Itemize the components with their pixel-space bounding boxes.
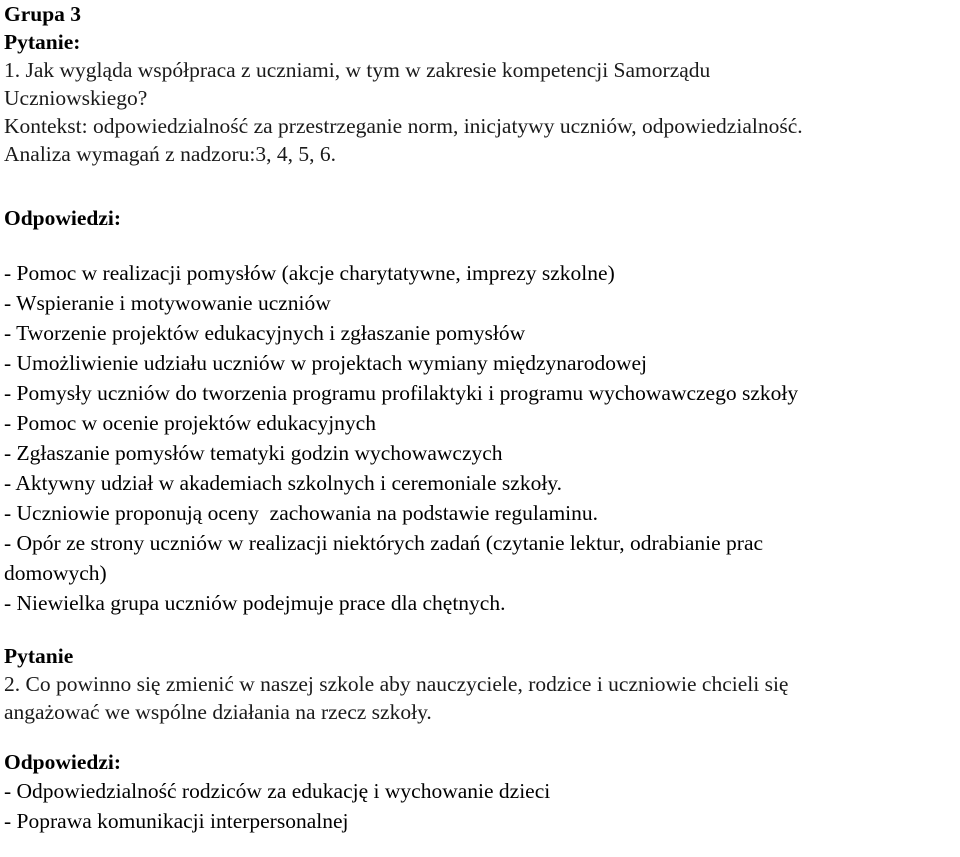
document-page [4, 0, 954, 836]
question-1-text [4, 56, 954, 168]
list-item: - Tworzenie projektów edukacyjnych i zgłaszanie pomysłów [4, 321, 526, 345]
answers-1-list [4, 258, 954, 618]
question-2-line: 2. Co powinno się zmienić w naszej szkole aby nauczyciele, rodzice i uczniowie chcieli się [4, 672, 789, 696]
list-item: - Niewielka grupa uczniów podejmuje prace dla chętnych. [4, 591, 506, 615]
answers-2-label: Odpowiedzi: [4, 750, 122, 774]
list-item: - Wspieranie i motywowanie uczniów [4, 291, 331, 315]
list-item: - Pomoc w realizacji pomysłów (akcje charytatywne, imprezy szkolne) [4, 261, 615, 285]
list-item: - Pomysły uczniów do tworzenia programu profilaktyki i programu wychowawczego szkoły [4, 381, 799, 405]
answers-2-list [4, 776, 954, 836]
list-item: - Opór ze strony uczniów w realizacji niektórych zadań (czytanie lektur, odrabianie prac [4, 531, 764, 555]
answers-1-label: Odpowiedzi: [4, 206, 122, 230]
question-1-line: Kontekst: odpowiedzialność za przestrzeganie norm, inicjatywy uczniów, odpowiedzialność. [4, 114, 803, 138]
question-1-label: Pytanie: [4, 30, 81, 54]
list-item: - Pomoc w ocenie projektów edukacyjnych [4, 411, 376, 435]
list-item: - Zgłaszanie pomysłów tematyki godzin wychowawczych [4, 441, 503, 465]
list-item: - Umożliwienie udziału uczniów w projektach wymiany międzynarodowej [4, 351, 648, 375]
question-2-label: Pytanie [4, 644, 74, 668]
list-item: - Aktywny udział w akademiach szkolnych i ceremoniale szkoły. [4, 471, 563, 495]
group-title: Grupa 3 [4, 2, 82, 26]
question-2-text [4, 670, 954, 726]
question-2-line: angażować we wspólne działania na rzecz szkoły. [4, 700, 432, 724]
question-1-line: Uczniowskiego? [4, 86, 148, 110]
question-1-line: Analiza wymagań z nadzoru:3, 4, 5, 6. [4, 142, 336, 166]
list-item: - Poprawa komunikacji interpersonalnej [4, 809, 349, 833]
question-1-line: 1. Jak wygląda współpraca z uczniami, w tym w zakresie kompetencji Samorządu [4, 58, 711, 82]
list-item: - Odpowiedzialność rodziców za edukację i wychowanie dzieci [4, 779, 551, 803]
list-item: - Uczniowie proponują oceny zachowania na podstawie regulaminu. [4, 501, 599, 525]
list-item: domowych) [4, 561, 107, 585]
